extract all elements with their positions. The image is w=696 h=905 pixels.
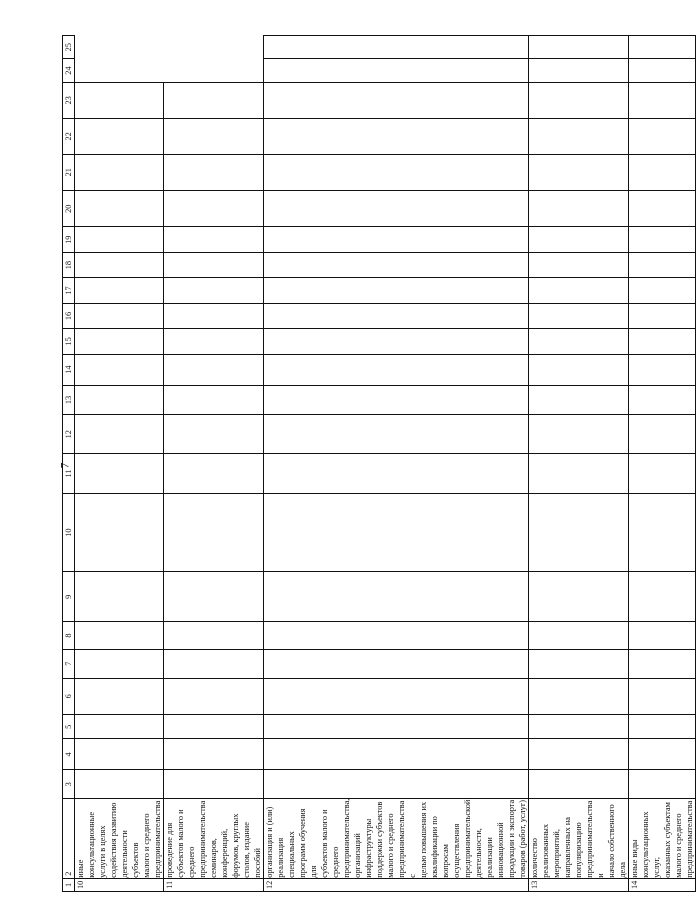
empty-cell — [164, 493, 264, 572]
description-line: начало собственного дела — [607, 804, 627, 878]
empty-cell — [164, 119, 264, 154]
description-line: направленных на — [563, 817, 572, 878]
empty-cell — [264, 303, 529, 328]
empty-cell — [164, 227, 264, 252]
empty-cell — [75, 678, 164, 714]
empty-cell — [264, 252, 529, 277]
description-line: малого и среднего — [386, 813, 395, 878]
description-line: организация и (или) — [265, 806, 274, 878]
empty-cell — [75, 415, 164, 454]
description-line: форумов, круглых — [231, 813, 240, 878]
empty-cell — [164, 649, 264, 678]
empty-cell — [75, 572, 164, 622]
empty-cell — [529, 770, 629, 799]
empty-cell — [629, 191, 696, 227]
empty-cell — [75, 329, 164, 354]
col-number: 1 — [63, 878, 75, 891]
empty-cell — [75, 622, 164, 650]
empty-cell — [75, 715, 164, 739]
column-number-row — [63, 36, 75, 892]
description-line: количество — [530, 838, 539, 878]
description-line: среднего — [331, 846, 340, 878]
description-line: иные консультационные — [76, 811, 96, 878]
empty-cell — [629, 385, 696, 415]
col-number: 9 — [63, 572, 75, 622]
empty-cell — [529, 493, 629, 572]
empty-cell — [264, 715, 529, 739]
empty-cell — [75, 154, 164, 190]
col-number: 15 — [63, 329, 75, 354]
empty-cell — [264, 385, 529, 415]
empty-cell — [264, 622, 529, 650]
empty-cell — [164, 739, 264, 770]
description-line: предпринимательства — [685, 800, 694, 878]
empty-cell — [629, 36, 696, 59]
col-number: 11 — [63, 454, 75, 494]
col-number: 6 — [63, 678, 75, 714]
empty-cell — [629, 770, 696, 799]
empty-cell — [164, 715, 264, 739]
empty-cell — [529, 36, 629, 59]
description-line: малого и среднего — [142, 813, 151, 878]
empty-cell — [164, 82, 264, 118]
empty-cell — [629, 227, 696, 252]
empty-cell — [164, 278, 264, 303]
empty-cell — [75, 385, 164, 415]
empty-cell — [529, 329, 629, 354]
description-line: целью повышения их — [419, 801, 428, 878]
row-description — [629, 799, 696, 879]
empty-cell — [529, 59, 629, 82]
empty-cell — [529, 227, 629, 252]
description-line: товаров (работ, услуг) — [518, 800, 527, 878]
empty-cell — [75, 191, 164, 227]
empty-cell — [75, 354, 164, 385]
col-number: 21 — [63, 154, 75, 190]
empty-cell — [629, 154, 696, 190]
col-number: 20 — [63, 191, 75, 227]
description-line: программ обучения для — [298, 808, 318, 878]
empty-cell — [529, 119, 629, 154]
empty-cell — [75, 252, 164, 277]
description-line: предпринимательства — [153, 800, 162, 878]
description-line: субъектов малого и — [176, 809, 185, 878]
empty-cell — [529, 454, 629, 494]
empty-cell — [164, 191, 264, 227]
description-line: реализация специальных — [276, 831, 296, 878]
empty-cell — [75, 227, 164, 252]
empty-cell — [629, 622, 696, 650]
empty-cell — [629, 649, 696, 678]
empty-cell — [75, 278, 164, 303]
empty-cell — [164, 385, 264, 415]
empty-cell — [164, 415, 264, 454]
empty-cell — [629, 119, 696, 154]
empty-cell — [164, 622, 264, 650]
row-description — [264, 799, 529, 879]
description-line: инновационной — [496, 822, 505, 878]
col-number: 14 — [63, 354, 75, 385]
description-line: малого и среднего — [674, 813, 683, 878]
row-number: 12 — [264, 878, 529, 891]
description-line: предпринимательской — [463, 799, 472, 878]
empty-cell — [529, 715, 629, 739]
empty-cell — [529, 739, 629, 770]
empty-cell — [164, 354, 264, 385]
empty-cell — [529, 154, 629, 190]
description-line: содействия развитию — [109, 802, 118, 878]
description-line: предпринимательства и — [585, 800, 605, 878]
empty-cell — [629, 454, 696, 494]
col-number: 18 — [63, 252, 75, 277]
description-line: услуги в целях — [98, 825, 107, 878]
report-table — [62, 35, 696, 892]
empty-cell — [529, 572, 629, 622]
row-number: 13 — [529, 878, 629, 891]
description-line: предпринимательства, — [342, 798, 351, 878]
description-line: оказанных субъектам — [663, 802, 672, 878]
empty-cell — [264, 493, 529, 572]
empty-cell — [75, 303, 164, 328]
empty-cell — [264, 770, 529, 799]
empty-cell — [529, 354, 629, 385]
empty-cell — [75, 493, 164, 572]
empty-cell — [529, 82, 629, 118]
empty-cell — [529, 385, 629, 415]
description-line: предпринимательства с — [397, 800, 417, 878]
description-line: семинаров, конференций, — [209, 828, 229, 878]
empty-cell — [164, 252, 264, 277]
empty-cell — [529, 252, 629, 277]
empty-cell — [529, 303, 629, 328]
col-number: 23 — [63, 82, 75, 118]
empty-cell — [529, 278, 629, 303]
description-line: инфраструктуры — [364, 818, 373, 878]
col-number: 10 — [63, 493, 75, 572]
table-row — [264, 36, 529, 892]
empty-cell — [629, 303, 696, 328]
empty-cell — [264, 678, 529, 714]
row-description — [75, 799, 164, 879]
empty-cell — [629, 493, 696, 572]
table-row — [629, 36, 696, 892]
empty-cell — [629, 572, 696, 622]
empty-cell — [264, 649, 529, 678]
row-number: 14 — [629, 878, 696, 891]
empty-cell — [264, 354, 529, 385]
empty-cell — [629, 82, 696, 118]
col-number: 2 — [63, 799, 75, 879]
empty-cell — [264, 415, 529, 454]
empty-cell — [264, 454, 529, 494]
table-row — [529, 36, 629, 892]
col-number: 24 — [63, 59, 75, 82]
empty-cell — [629, 415, 696, 454]
empty-cell — [629, 678, 696, 714]
empty-cell — [264, 227, 529, 252]
col-number: 5 — [63, 715, 75, 739]
description-line: среднего — [187, 846, 196, 878]
empty-cell — [164, 454, 264, 494]
description-line: квалификации по — [430, 816, 439, 878]
empty-cell — [164, 154, 264, 190]
empty-cell — [629, 739, 696, 770]
table-row — [164, 36, 264, 892]
empty-cell — [164, 303, 264, 328]
empty-cell — [529, 415, 629, 454]
col-number: 4 — [63, 739, 75, 770]
col-number: 17 — [63, 278, 75, 303]
description-line: организаций — [353, 833, 362, 878]
empty-cell — [629, 252, 696, 277]
description-line: столов, издание пособий — [242, 822, 262, 878]
empty-cell — [629, 354, 696, 385]
empty-cell — [264, 278, 529, 303]
row-number: 10 — [75, 878, 164, 891]
description-line: мероприятий, — [552, 829, 561, 878]
empty-cell — [629, 715, 696, 739]
empty-cell — [529, 678, 629, 714]
empty-cell — [164, 770, 264, 799]
col-number: 25 — [63, 36, 75, 59]
col-number: 7 — [63, 649, 75, 678]
empty-cell — [164, 572, 264, 622]
col-number: 19 — [63, 227, 75, 252]
col-number: 13 — [63, 385, 75, 415]
description-line: субъектов малого и — [320, 809, 329, 878]
empty-cell — [264, 572, 529, 622]
page-number: 7 — [57, 462, 72, 469]
description-line: консультационных услуг, — [641, 811, 661, 878]
col-number: 22 — [63, 119, 75, 154]
empty-cell — [264, 59, 529, 82]
empty-cell — [264, 36, 529, 59]
empty-cell — [75, 82, 164, 118]
col-number: 12 — [63, 415, 75, 454]
empty-cell — [629, 59, 696, 82]
col-number: 3 — [63, 770, 75, 799]
row-description — [529, 799, 629, 879]
empty-cell — [164, 329, 264, 354]
empty-cell — [75, 739, 164, 770]
description-line: деятельности субъектов — [120, 830, 140, 878]
empty-cell — [629, 329, 696, 354]
description-line: предпринимательства — [198, 800, 207, 878]
table-row — [75, 36, 164, 892]
empty-cell — [264, 82, 529, 118]
empty-cell — [75, 454, 164, 494]
empty-cell — [264, 739, 529, 770]
empty-cell — [75, 770, 164, 799]
empty-cell — [529, 649, 629, 678]
empty-cell — [75, 119, 164, 154]
description-line: продукции и экспорта — [507, 799, 516, 878]
empty-cell — [264, 119, 529, 154]
description-line: деятельности, — [474, 828, 483, 878]
empty-cell — [264, 191, 529, 227]
description-line: вопросам осуществления — [441, 823, 461, 878]
description-line: проведение для — [165, 822, 174, 878]
empty-cell — [264, 329, 529, 354]
description-line: поддержки субъектов — [375, 801, 384, 878]
empty-cell — [164, 678, 264, 714]
description-line: популяризацию — [574, 822, 583, 878]
row-number: 11 — [164, 878, 264, 891]
empty-cell — [75, 649, 164, 678]
empty-cell — [264, 154, 529, 190]
description-line: иные виды — [630, 839, 639, 878]
col-number: 16 — [63, 303, 75, 328]
empty-cell — [529, 191, 629, 227]
row-description — [164, 799, 264, 879]
empty-cell — [629, 278, 696, 303]
empty-cell — [529, 622, 629, 650]
description-line: реализации — [485, 837, 494, 878]
description-line: реализованных — [541, 823, 550, 878]
col-number: 8 — [63, 622, 75, 650]
